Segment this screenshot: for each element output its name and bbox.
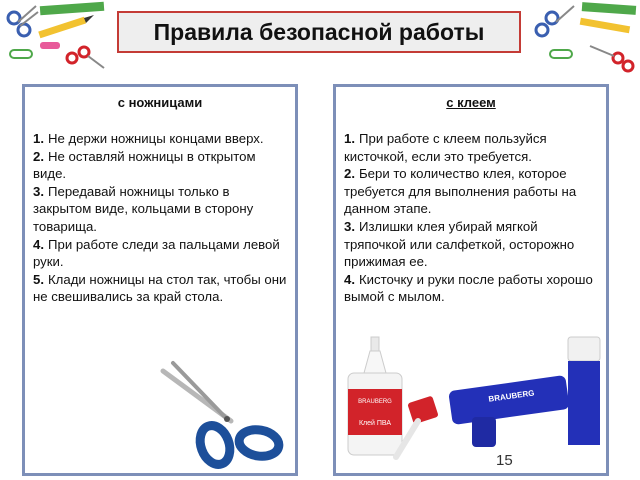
stationery-decoration-left bbox=[0, 0, 110, 78]
rule-text: При работе с клеем пользуйся кисточкой, если это требуется. bbox=[344, 131, 547, 164]
glue-stick-lying-icon bbox=[448, 375, 570, 447]
rule-item bbox=[33, 271, 287, 306]
title-banner bbox=[117, 11, 521, 53]
rule-number: 1. bbox=[344, 131, 355, 146]
page-number: 15 bbox=[496, 452, 513, 469]
stick-brand-text: BRAUBERG bbox=[487, 388, 536, 404]
glue-rules-heading-text: с клеем bbox=[446, 95, 496, 110]
rule-text: Передавай ножницы только в закрытом виде, кольцами в сторону товарища. bbox=[33, 183, 254, 234]
pencil-icon bbox=[580, 18, 630, 34]
pva-glue-bottle-icon bbox=[348, 337, 402, 455]
pencil-icon bbox=[38, 15, 94, 38]
rule-number: 4. bbox=[344, 271, 355, 287]
rule-number: 2. bbox=[33, 148, 44, 164]
rule-item bbox=[344, 130, 598, 165]
scissors-rules-heading: с ножницами bbox=[117, 95, 203, 110]
scissors-rules-panel bbox=[22, 84, 298, 476]
clip-icon bbox=[10, 42, 60, 58]
rule-number: 2. bbox=[344, 166, 355, 182]
rule-text: Не держи ножницы концами вверх. bbox=[48, 131, 264, 146]
rule-item bbox=[33, 236, 287, 271]
glue-rules-list bbox=[336, 130, 606, 306]
rule-number: 5. bbox=[33, 271, 44, 287]
rule-item bbox=[344, 271, 598, 306]
scissors-small-icon bbox=[590, 46, 633, 71]
bottle-label-text: Клей ПВА bbox=[358, 420, 392, 427]
page-title: Правила безопасной работы bbox=[153, 18, 485, 45]
ruler-icon bbox=[582, 2, 636, 15]
scissors-illustration bbox=[155, 359, 287, 471]
scissors-small-icon bbox=[67, 47, 104, 68]
glue-rules-panel bbox=[333, 84, 609, 476]
rule-item bbox=[33, 148, 287, 183]
glue-stick-standing-icon bbox=[568, 337, 600, 445]
rule-item bbox=[344, 218, 598, 271]
rule-text: Не оставляй ножницы в открытом виде. bbox=[33, 148, 256, 182]
rule-number: 3. bbox=[344, 218, 355, 234]
rule-text: Бери то количество клея, которое требуется для выполнения работы на данном этапе. bbox=[344, 166, 577, 217]
rule-item bbox=[33, 130, 287, 148]
glue-products-illustration bbox=[344, 333, 606, 461]
scissors-icon bbox=[8, 6, 38, 36]
rule-number: 3. bbox=[33, 183, 44, 199]
glue-rules-heading bbox=[336, 95, 606, 110]
stationery-decoration-right bbox=[530, 0, 640, 78]
rule-text: Излишки клея убирай мягкой тряпочкой или салфеткой, осторожно прижимая ее. bbox=[344, 218, 575, 270]
rule-number: 1. bbox=[33, 131, 44, 146]
scissors-rules-list bbox=[25, 130, 295, 306]
clip-icon bbox=[550, 50, 572, 58]
ruler-icon bbox=[40, 2, 104, 15]
scissors-icon bbox=[536, 6, 574, 36]
rule-text: Кисточку и руки после работы хорошо вымой с мылом. bbox=[344, 271, 593, 305]
rule-item bbox=[33, 183, 287, 236]
rule-item bbox=[344, 165, 598, 218]
rule-number: 4. bbox=[33, 236, 44, 252]
rule-text: Клади ножницы на стол так, чтобы они не свешивались за край стола. bbox=[33, 271, 287, 305]
rule-text: При работе следи за пальцами левой руки. bbox=[33, 236, 280, 270]
bottle-brand-text: BRAUBERG bbox=[358, 399, 392, 405]
